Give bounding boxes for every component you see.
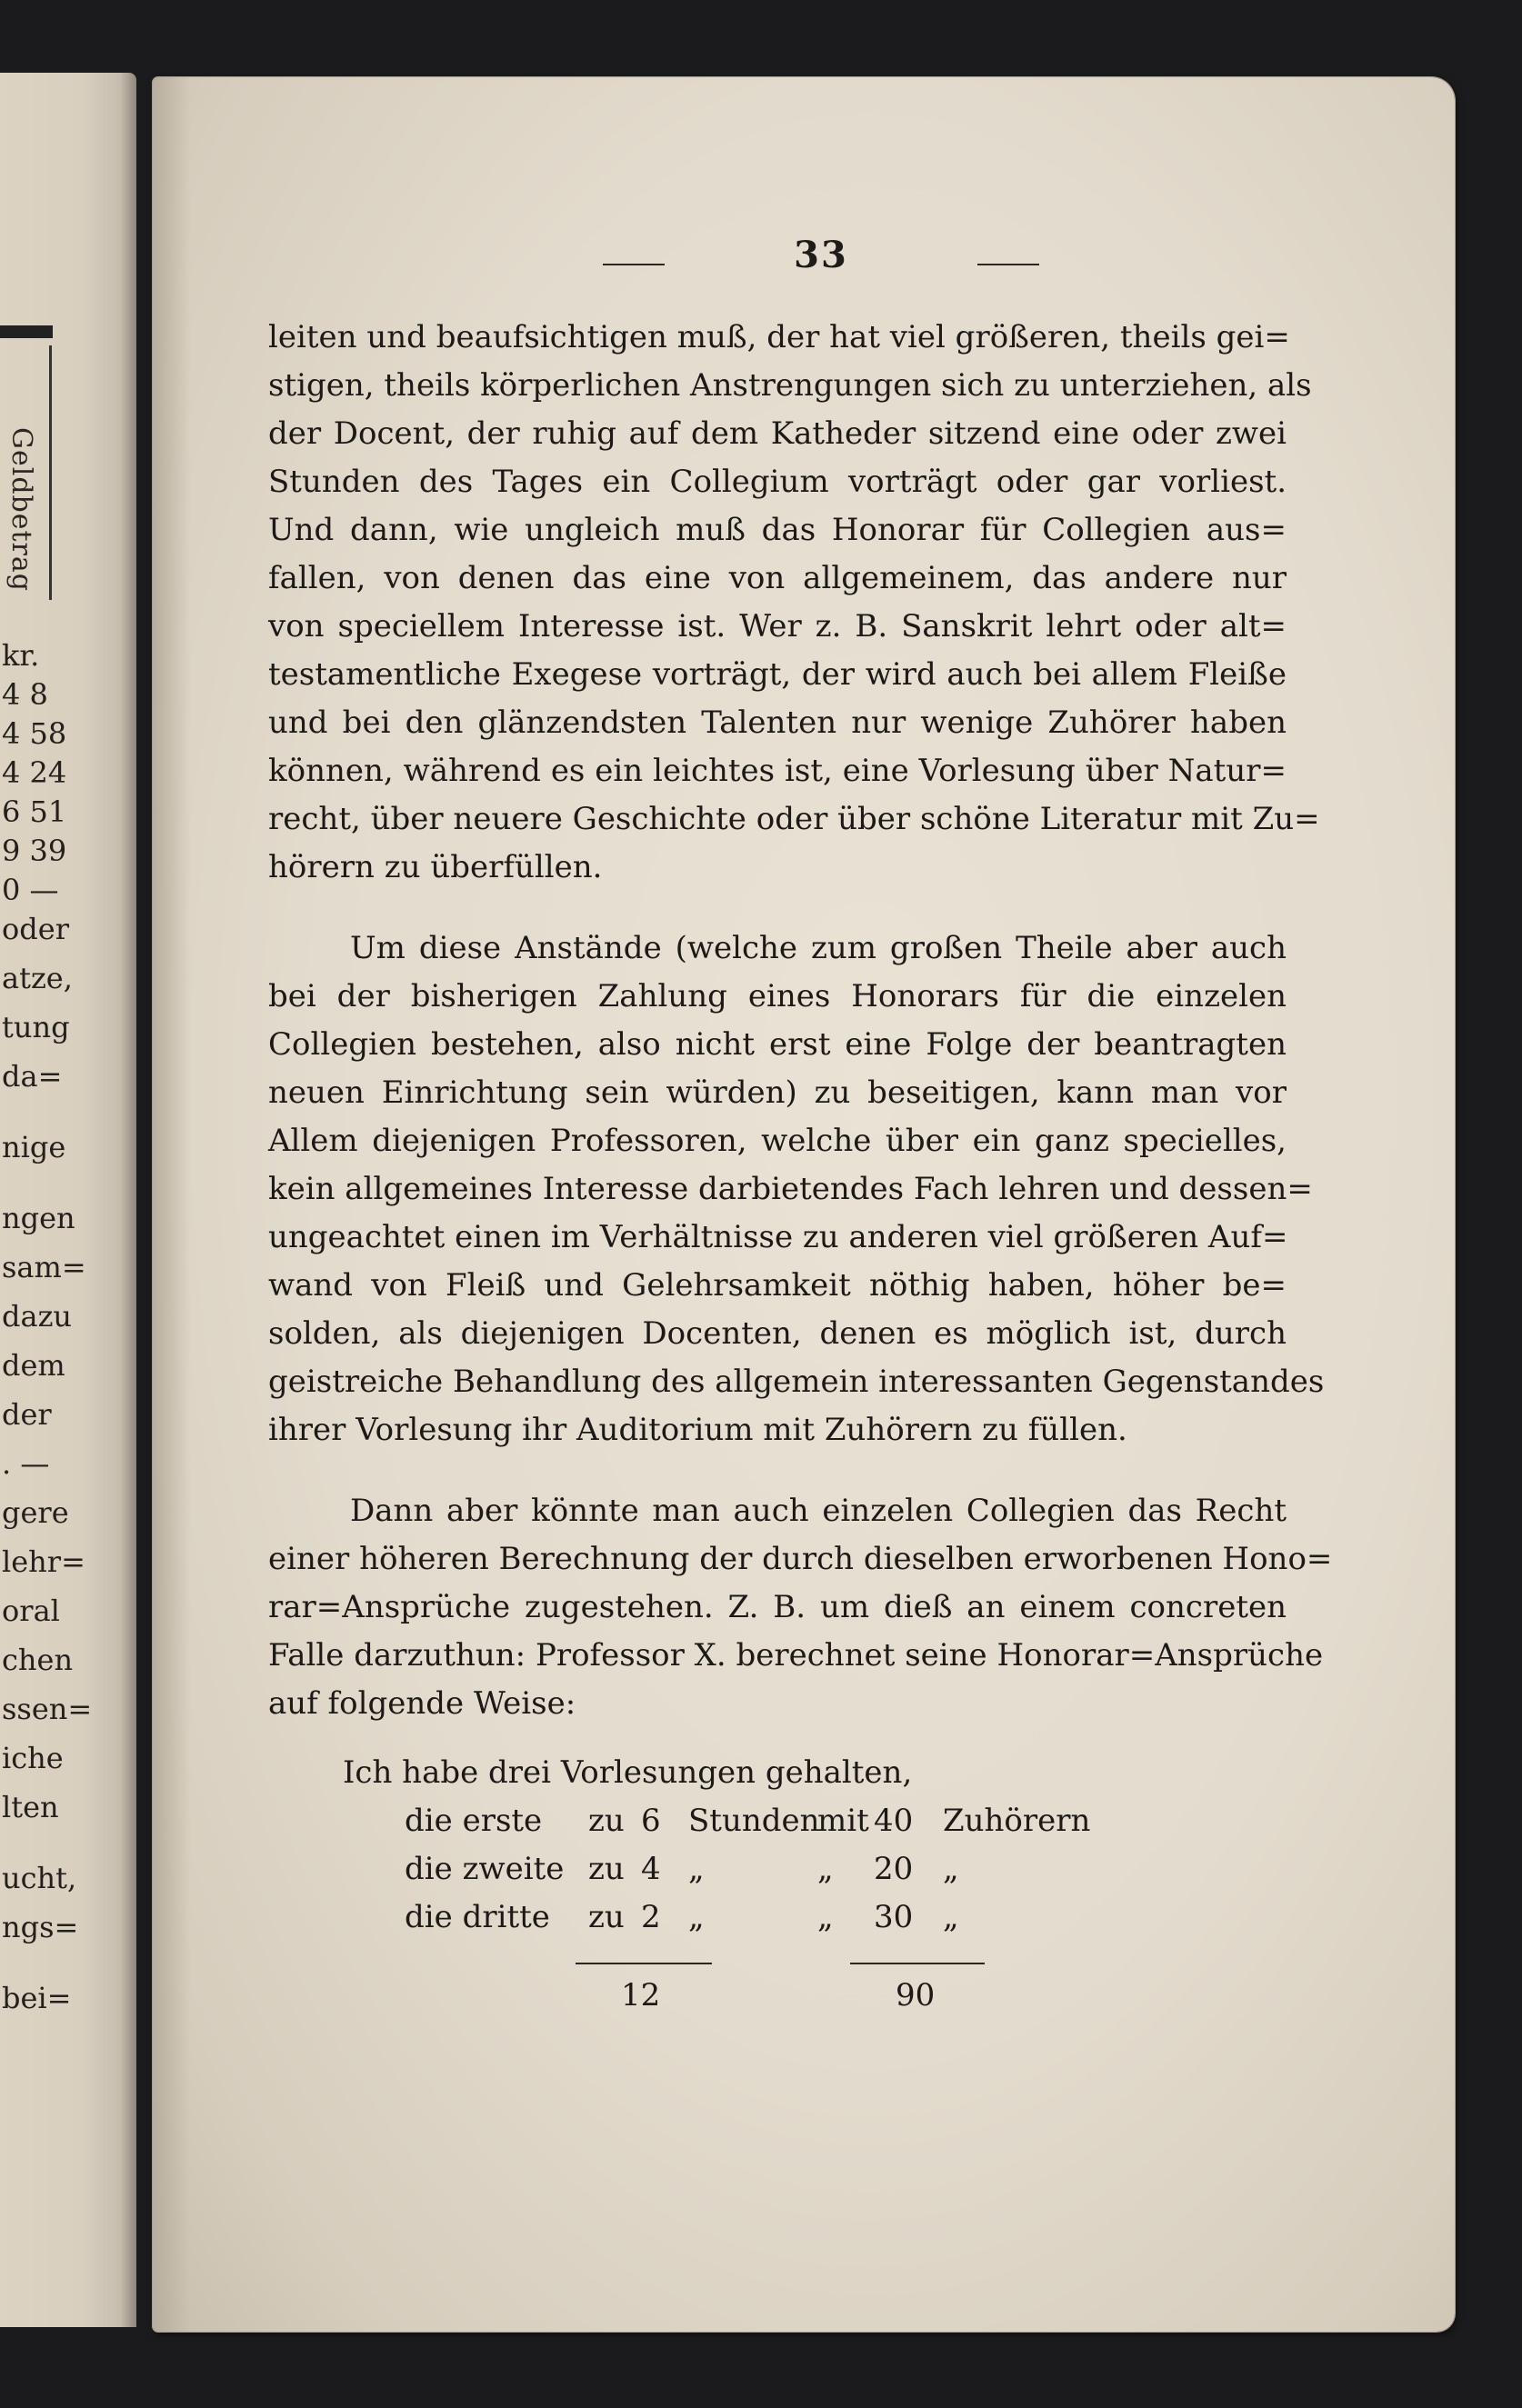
paragraph-3: [268, 1487, 1333, 1728]
left-page-fragment: sam=: [2, 1250, 86, 1284]
example-cell-unit2: „: [943, 1851, 959, 1887]
text-line: bei der bisherigen Zahlung eines Honorars für die einzelen: [268, 978, 1287, 1014]
text-line: fallen, von denen das eine von allgemeinem, das andere nur: [268, 560, 1287, 596]
left-page-fragment: 9 39: [2, 834, 67, 868]
text-line: hörern zu überfüllen.: [268, 849, 603, 885]
left-page-fragment: bei=: [2, 1981, 72, 2015]
listeners-sum-rule: [850, 1963, 985, 1964]
example-cell-label: die zweite: [405, 1851, 565, 1887]
example-cell-listeners: 20: [874, 1851, 914, 1887]
left-page-fragment: oral: [2, 1594, 60, 1628]
text-line: geistreiche Behandlung des allgemein interessanten Gegenstandes: [268, 1364, 1325, 1400]
left-page-fragment: lten: [2, 1790, 59, 1824]
left-page-fragment: kr.: [2, 638, 40, 673]
left-page-fragment: 4 24: [2, 755, 67, 790]
example-cell-unit: „: [688, 1851, 705, 1887]
example-cell-listeners: 30: [874, 1899, 914, 1935]
left-page-fragment: 6 51: [2, 794, 67, 829]
example-cell-label: die erste: [405, 1803, 543, 1839]
text-line: Stunden des Tages ein Collegium vorträgt oder gar vorliest.: [268, 464, 1287, 500]
example-cell-listeners: 40: [874, 1803, 914, 1839]
left-page-fragment: . —: [2, 1446, 50, 1481]
left-page-fragment: tung: [2, 1010, 70, 1044]
example-row: [268, 1845, 1177, 1893]
book-page: [153, 77, 1455, 2332]
left-page-fragment: 0 —: [2, 873, 59, 907]
text-line: recht, über neuere Geschichte oder über schöne Literatur mit Zu=: [268, 801, 1320, 837]
text-line: stigen, theils körperlichen Anstrengungen sich zu unterziehen, als: [268, 367, 1312, 404]
text-line: Dann aber könnte man auch einzelen Collegien das Recht: [350, 1493, 1287, 1529]
header-rule-right: [977, 264, 1039, 265]
text-line: Falle darzuthun: Professor X. berechnet seine Honorar=Ansprüche: [268, 1637, 1324, 1674]
example-cell-unit2: „: [943, 1899, 959, 1935]
text-line: der Docent, der ruhig auf dem Katheder sitzend eine oder zwei: [268, 415, 1287, 452]
text-line: rar=Ansprüche zugestehen. Z. B. um dieß an einem concreten: [268, 1589, 1287, 1625]
left-page-fragment: dazu: [2, 1299, 73, 1334]
example-cell-unit2: Zuhörern: [943, 1803, 1091, 1839]
left-page-fragment: ngs=: [2, 1910, 79, 1944]
left-page-fragment: gere: [2, 1495, 69, 1530]
text-line: wand von Fleiß und Gelehrsamkeit nöthig haben, höher be=: [268, 1267, 1287, 1304]
text-line: können, während es ein leichtes ist, eine Vorlesung über Natur=: [268, 753, 1287, 789]
left-page-fragment: oder: [2, 912, 69, 946]
text-line: neuen Einrichtung sein würden) zu beseitigen, kann man vor: [268, 1074, 1287, 1111]
left-page-fragment: lehr=: [2, 1544, 85, 1579]
text-line: von speciellem Interesse ist. Wer z. B. Sanskrit lehrt oder alt=: [268, 608, 1287, 644]
example-cell-label: die dritte: [405, 1899, 550, 1935]
left-page-fragment: ngen: [2, 1201, 75, 1235]
text-line: Allem diejenigen Professoren, welche über ein ganz specielles,: [268, 1123, 1287, 1159]
page-number: 33: [794, 234, 848, 276]
text-line: Collegien bestehen, also nicht erst eine Folge der beantragten: [268, 1026, 1287, 1063]
left-page-column-rule: [49, 345, 52, 600]
example-table: [268, 1797, 1287, 2015]
total-hours: 12: [621, 1977, 661, 2013]
left-page-fragment: 4 8: [2, 677, 48, 712]
example-cell-unit: Stunden: [688, 1803, 820, 1839]
left-page-text-column: [2, 636, 93, 2028]
example-cell-mit: „: [817, 1851, 834, 1887]
text-line: Um diese Anstände (welche zum großen Theile aber auch: [350, 930, 1287, 966]
page-gutter-shadow: [153, 77, 191, 2332]
page-body: [268, 314, 1333, 2015]
paragraph-1: [268, 314, 1320, 892]
text-line: kein allgemeines Interesse darbietendes Fach lehren und dessen=: [268, 1171, 1313, 1207]
text-line: und bei den glänzendsten Talenten nur wenige Zuhörer haben: [268, 704, 1287, 741]
example-cell-zu: zu: [588, 1851, 625, 1887]
example-cell-mit: mit: [817, 1803, 869, 1839]
text-line: auf folgende Weise:: [268, 1685, 576, 1722]
left-page-rule: [0, 325, 53, 338]
text-line: ungeachtet einen im Verhältnisse zu anderen viel größeren Auf=: [268, 1219, 1288, 1255]
left-page-fragment: da=: [2, 1059, 63, 1094]
text-line: Und dann, wie ungleich muß das Honorar für Collegien aus=: [268, 512, 1287, 548]
text-line: einer höheren Berechnung der durch dieselben erworbenen Hono=: [268, 1541, 1333, 1577]
text-line: solden, als diejenigen Docenten, denen es möglich ist, durch: [268, 1315, 1287, 1352]
example-cell-hours: 4: [641, 1851, 661, 1887]
example-cell-unit: „: [688, 1899, 705, 1935]
left-facing-page: [0, 73, 136, 2327]
left-page-fragment: nige: [2, 1130, 66, 1164]
total-listeners: 90: [896, 1977, 936, 2013]
page-header: [603, 234, 1039, 288]
example-row: [268, 1797, 1177, 1845]
left-page-fragment: atze,: [2, 961, 73, 995]
example-cell-zu: zu: [588, 1803, 625, 1839]
left-page-fragment: iche: [2, 1741, 64, 1775]
example-cell-hours: 2: [641, 1899, 661, 1935]
example-cell-hours: 6: [641, 1803, 661, 1839]
left-page-fragment: ucht,: [2, 1861, 77, 1895]
left-page-fragment: ssen=: [2, 1692, 93, 1726]
left-page-fragment: chen: [2, 1643, 74, 1677]
example-row: [268, 1893, 1177, 1942]
left-page-vertical-heading: Geldbetrag: [5, 427, 37, 592]
left-page-fragment: dem: [2, 1348, 65, 1383]
text-line: ihrer Vorlesung ihr Auditorium mit Zuhörern zu füllen.: [268, 1412, 1127, 1448]
hours-sum-rule: [576, 1963, 712, 1964]
text-line: leiten und beaufsichtigen muß, der hat viel größeren, theils gei=: [268, 319, 1290, 355]
example-cell-mit: „: [817, 1899, 834, 1935]
example-intro: Ich habe drei Vorlesungen gehalten,: [343, 1754, 913, 1791]
paragraph-2: [268, 924, 1325, 1454]
text-line: testamentliche Exegese vorträgt, der wird auch bei allem Fleiße: [268, 656, 1287, 693]
left-page-fragment: 4 58: [2, 716, 67, 751]
example-cell-zu: zu: [588, 1899, 625, 1935]
left-page-fragment: der: [2, 1397, 52, 1432]
